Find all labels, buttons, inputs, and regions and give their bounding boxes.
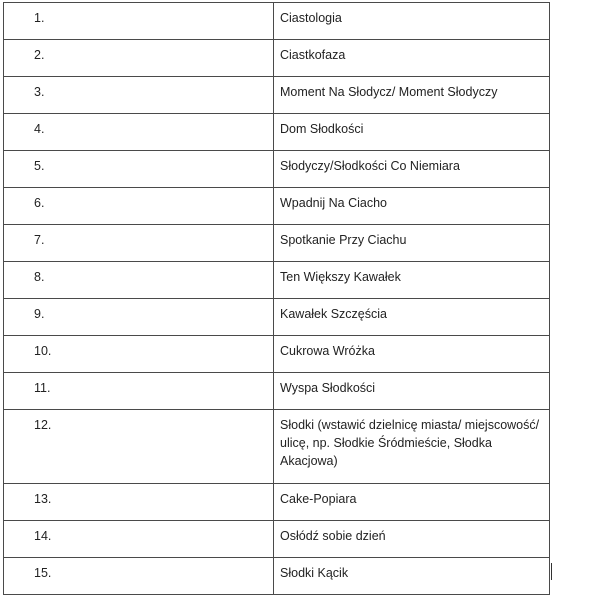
row-number: 15. [4,558,274,595]
row-number: 6. [4,188,274,225]
names-table [3,2,550,595]
table-row [4,410,550,484]
row-name: Ciastkofaza [274,40,550,77]
row-name: Ten Większy Kawałek [274,262,550,299]
row-name: Słodki Kącik [274,558,550,595]
row-name: Wpadnij Na Ciacho [274,188,550,225]
row-number: 10. [4,336,274,373]
table-row [4,40,550,77]
table-row [4,3,550,40]
row-name: Słodki (wstawić dzielnicę miasta/ miejscowość/ ulicę, np. Słodkie Śródmieście, Słodka Akacjowa) [274,410,550,484]
table-row [4,151,550,188]
row-number: 7. [4,225,274,262]
row-number: 3. [4,77,274,114]
row-number: 8. [4,262,274,299]
table-row [4,114,550,151]
table-row [4,188,550,225]
row-number: 14. [4,521,274,558]
row-number: 13. [4,484,274,521]
row-number: 11. [4,373,274,410]
table-row [4,521,550,558]
row-number: 12. [4,410,274,484]
table-row [4,77,550,114]
table-row [4,373,550,410]
row-number: 9. [4,299,274,336]
row-name: Cake-Popiara [274,484,550,521]
table-row [4,262,550,299]
table-row [4,484,550,521]
row-name: Ciastologia [274,3,550,40]
row-number: 1. [4,3,274,40]
row-name: Słodyczy/Słodkości Co Niemiara [274,151,550,188]
row-number: 4. [4,114,274,151]
row-name: Wyspa Słodkości [274,373,550,410]
row-name: Kawałek Szczęścia [274,299,550,336]
row-name: Dom Słodkości [274,114,550,151]
row-number: 2. [4,40,274,77]
row-number: 5. [4,151,274,188]
table-row [4,299,550,336]
row-name: Osłódź sobie dzień [274,521,550,558]
table-row [4,225,550,262]
text-cursor [551,563,552,580]
row-name: Cukrowa Wróżka [274,336,550,373]
row-name: Spotkanie Przy Ciachu [274,225,550,262]
table-row [4,558,550,595]
table-row [4,336,550,373]
row-name: Moment Na Słodycz/ Moment Słodyczy [274,77,550,114]
